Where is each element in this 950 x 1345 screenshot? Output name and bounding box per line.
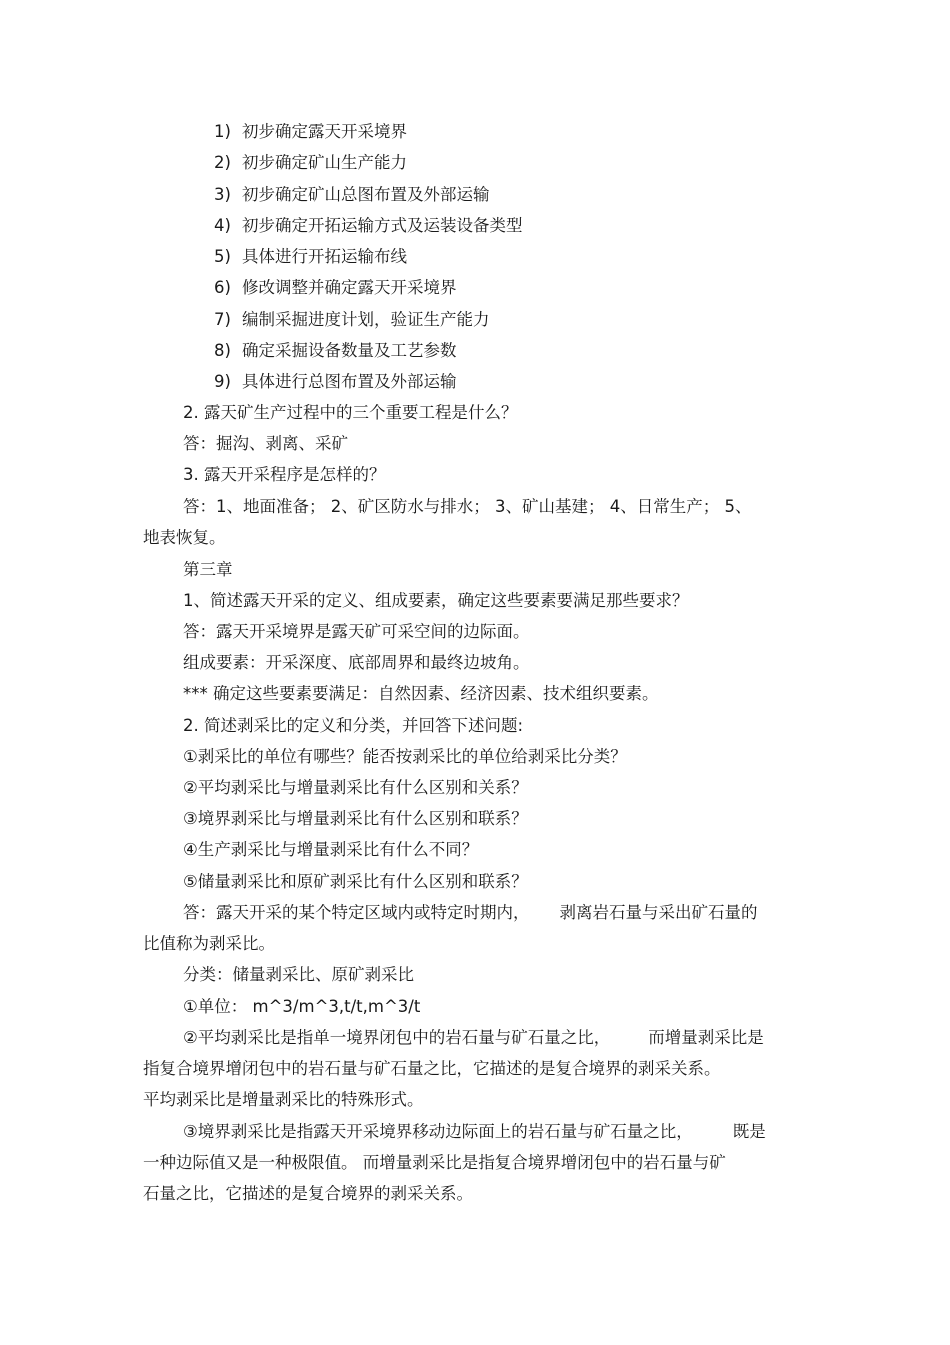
- step-item: 4) 初步确定开拓运输方式及运装设备类型: [214, 216, 523, 235]
- boundary-ratio-line3: 石量之比，它描述的是复合境界的剥采关系。: [143, 1184, 473, 1203]
- step-item: 8) 确定采掘设备数量及工艺参数: [214, 341, 457, 360]
- question-3: 3. 露天开采程序是怎样的？: [183, 465, 386, 484]
- average-ratio-line2: 指复合境界增闭包中的岩石量与矿石量之比，它描述的是复合境界的剥采关系。: [143, 1059, 721, 1078]
- sub-question: ④生产剥采比与增量剥采比有什么不同？: [183, 840, 479, 859]
- boundary-ratio-line2: 一种边际值又是一种极限值。 而增量剥采比是指复合境界增闭包中的岩石量与矿: [143, 1153, 726, 1172]
- chapter3-question-2: 2. 简述剥采比的定义和分类，并回答下述问题:: [183, 716, 524, 735]
- sub-question: ①剥采比的单位有哪些？能否按剥采比的单位给剥采比分类？: [183, 747, 627, 766]
- chapter3-answer-2-line2: 比值称为剥采比。: [143, 934, 275, 953]
- answer-3-line2: 地表恢复。: [143, 528, 226, 547]
- average-ratio-line1: ②平均剥采比是指单一境界闭包中的岩石量与矿石量之比， 而增量剥采比是: [183, 1028, 764, 1047]
- requirements-note: *** 确定这些要素要满足：自然因素、经济因素、技术组织要素。: [183, 684, 659, 703]
- composition-elements: 组成要素：开采深度、底部周界和最终边坡角。: [183, 653, 530, 672]
- step-item: 1) 初步确定露天开采境界: [214, 122, 407, 141]
- step-item: 2) 初步确定矿山生产能力: [214, 153, 407, 172]
- chapter3-question-1: 1、简述露天开采的定义、组成要素，确定这些要素要满足那些要求？: [183, 591, 689, 610]
- chapter3-answer-2-line1: 答：露天开采的某个特定区域内或特定时期内， 剥离岩石量与采出矿石量的: [183, 903, 758, 922]
- classification: 分类：储量剥采比、原矿剥采比: [183, 965, 414, 984]
- sub-question: ⑤储量剥采比和原矿剥采比有什么区别和联系？: [183, 872, 528, 891]
- step-item: 6) 修改调整并确定露天开采境界: [214, 278, 457, 297]
- step-item: 9) 具体进行总图布置及外部运输: [214, 372, 457, 391]
- sub-question: ②平均剥采比与增量剥采比有什么区别和关系？: [183, 778, 528, 797]
- question-2: 2. 露天矿生产过程中的三个重要工程是什么？: [183, 403, 518, 422]
- step-item: 3) 初步确定矿山总图布置及外部运输: [214, 185, 490, 204]
- step-item: 7) 编制采掘进度计划，验证生产能力: [214, 310, 490, 329]
- step-item: 5) 具体进行开拓运输布线: [214, 247, 407, 266]
- units: ①单位： m^3/m^3,t/t,m^3/t: [183, 997, 421, 1016]
- chapter-heading: 第三章: [183, 560, 233, 579]
- boundary-ratio-line1: ③境界剥采比是指露天开采境界移动边际面上的岩石量与矿石量之比， 既是: [183, 1122, 766, 1141]
- chapter3-answer-1: 答：露天开采境界是露天矿可采空间的边际面。: [183, 622, 530, 641]
- answer-2: 答：掘沟、剥离、采矿: [183, 434, 348, 453]
- answer-3-line1: 答：1、地面准备； 2、矿区防水与排水； 3、矿山基建； 4、日常生产； 5、: [183, 497, 752, 516]
- average-ratio-line3: 平均剥采比是增量剥采比的特殊形式。: [143, 1090, 424, 1109]
- sub-question: ③境界剥采比与增量剥采比有什么区别和联系？: [183, 809, 528, 828]
